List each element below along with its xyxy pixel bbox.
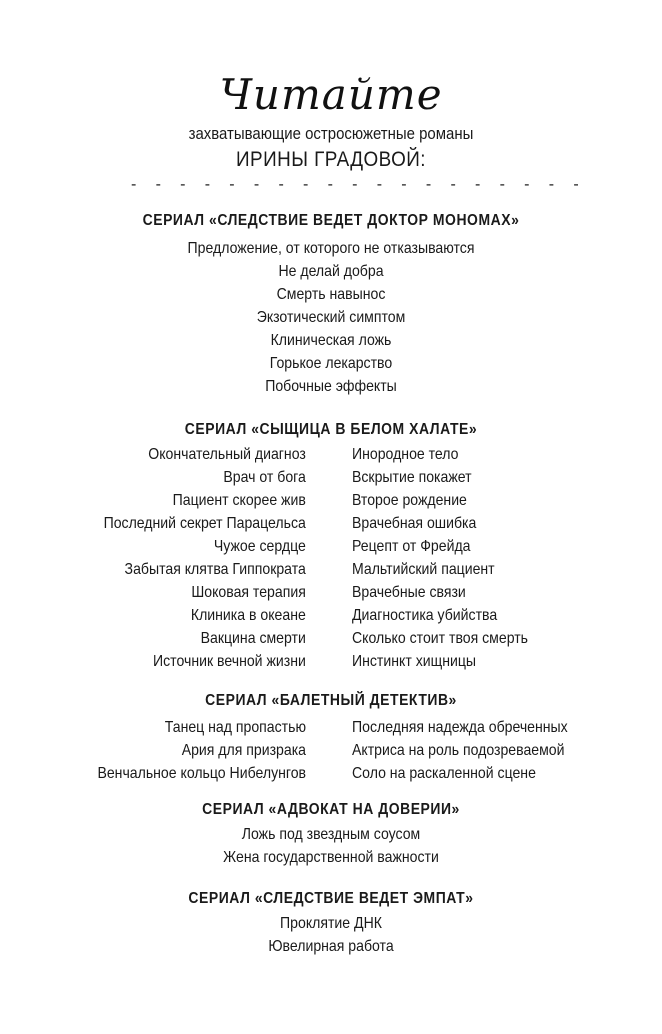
book-title: Соло на раскаленной сцене bbox=[352, 765, 536, 782]
book-title: Рецепт от Фрейда bbox=[352, 538, 471, 555]
subtitle: захватывающие остросюжетные романы bbox=[188, 124, 474, 143]
series-book-list-left bbox=[69, 716, 306, 785]
book-title: Сколько стоит твоя смерть bbox=[352, 630, 528, 647]
book-title: Проклятие ДНК bbox=[280, 915, 382, 932]
book-title: Клиника в океане bbox=[191, 607, 306, 624]
book-title: Венчальное кольцо Нибелунгов bbox=[97, 765, 306, 782]
book-title: Ложь под звездным соусом bbox=[241, 826, 421, 843]
book-title: Источник вечной жизни bbox=[153, 653, 306, 670]
book-title: Забытая клятва Гиппократа bbox=[124, 561, 306, 578]
book-title: Последняя надежда обреченных bbox=[352, 719, 568, 736]
book-title: Врачебные связи bbox=[352, 584, 466, 601]
author-name: ИРИНЫ ГРАДОВОЙ: bbox=[236, 148, 426, 171]
book-title: Танец над пропастью bbox=[164, 719, 306, 736]
book-title: Предложение, от которого не отказываются bbox=[187, 240, 475, 257]
series-book-list-monomakh bbox=[0, 237, 662, 398]
book-title: Инородное тело bbox=[352, 446, 459, 463]
series-book-list-right bbox=[352, 716, 597, 785]
series-book-list-advokat bbox=[0, 823, 662, 869]
book-title: Врач от бога bbox=[223, 469, 306, 486]
book-title: Смерть навынос bbox=[276, 286, 386, 303]
book-title: Инстинкт хищницы bbox=[352, 653, 477, 670]
book-title: Последний секрет Парацельса bbox=[103, 515, 306, 532]
book-title: Жена государственной важности bbox=[223, 849, 439, 866]
book-title: Диагностика убийства bbox=[352, 607, 498, 624]
book-title: Ария для призрака bbox=[181, 742, 306, 759]
script-heading: Читайте bbox=[219, 70, 443, 119]
book-title: Побочные эффекты bbox=[265, 378, 397, 395]
book-title: Ювелирная работа bbox=[268, 938, 394, 955]
book-title: Шоковая терапия bbox=[191, 584, 306, 601]
book-title: Чужое сердце bbox=[214, 538, 306, 555]
book-title: Актриса на роль подозреваемой bbox=[352, 742, 565, 759]
book-title: Горькое лекарство bbox=[269, 355, 393, 372]
book-title: Не делай добра bbox=[278, 263, 384, 280]
series-title-ballet: СЕРИАЛ «БАЛЕТНЫЙ ДЕТЕКТИВ» bbox=[205, 692, 457, 709]
book-title: Мальтийский пациент bbox=[352, 561, 495, 578]
book-title: Второе рождение bbox=[352, 492, 467, 509]
series-title-empat: СЕРИАЛ «СЛЕДСТВИЕ ВЕДЕТ ЭМПАТ» bbox=[188, 890, 474, 907]
book-title: Врачебная ошибка bbox=[352, 515, 477, 532]
book-title: Клиническая ложь bbox=[270, 332, 392, 349]
book-title: Вакцина смерти bbox=[200, 630, 306, 647]
book-title: Вскрытие покажет bbox=[352, 469, 472, 486]
dashed-divider: - - - - - - - - - - - - - - - - - - - bbox=[131, 176, 587, 193]
series-title-syshchitsa: СЕРИАЛ «СЫЩИЦА В БЕЛОМ ХАЛАТЕ» bbox=[184, 421, 478, 438]
series-book-list-empat bbox=[0, 912, 662, 958]
series-title-advokat: СЕРИАЛ «АДВОКАТ НА ДОВЕРИИ» bbox=[202, 801, 460, 818]
book-title: Окончательный диагноз bbox=[148, 446, 306, 463]
series-title-monomakh: СЕРИАЛ «СЛЕДСТВИЕ ВЕДЕТ ДОКТОР МОНОМАХ» bbox=[142, 212, 520, 229]
series-book-list-left bbox=[76, 443, 306, 673]
series-book-list-right bbox=[352, 443, 552, 673]
book-title: Пациент скорее жив bbox=[172, 492, 306, 509]
book-title: Экзотический симптом bbox=[256, 309, 406, 326]
